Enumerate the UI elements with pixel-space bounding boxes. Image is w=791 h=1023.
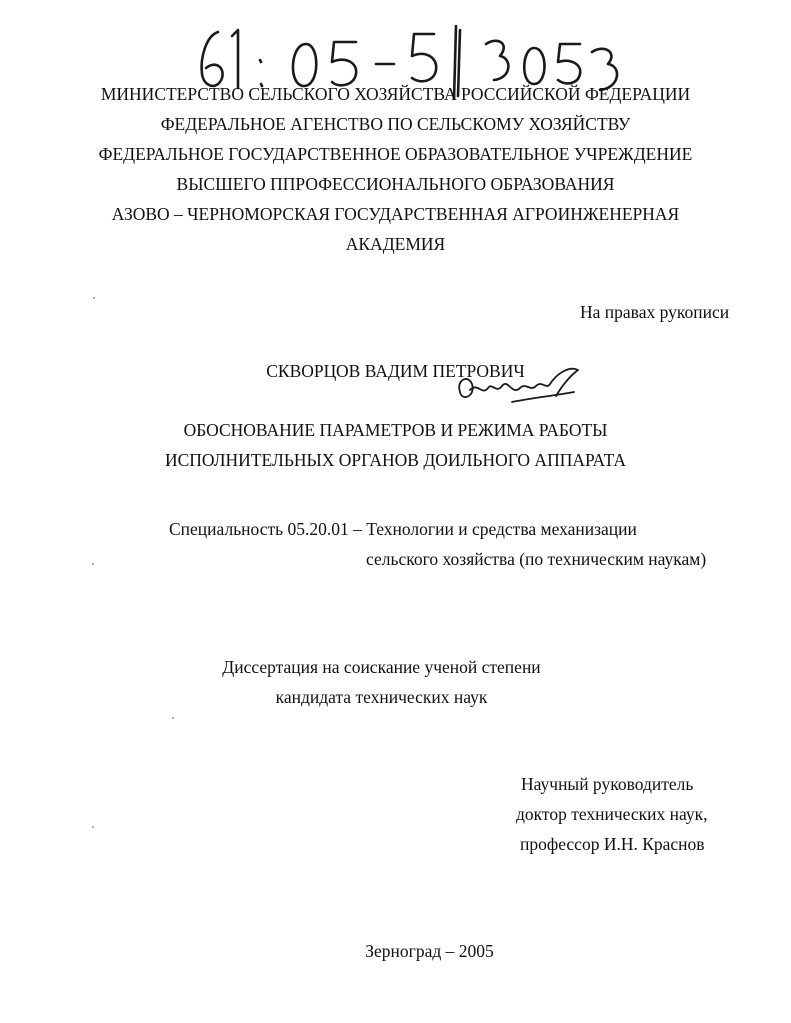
academy-line-2: АКАДЕМИЯ — [345, 234, 446, 254]
scan-speck — [172, 717, 174, 719]
supervisor-degree: доктор технических наук, — [516, 804, 708, 824]
degree-line-1: Диссертация на соискание ученой степени — [222, 657, 541, 677]
supervisor-name: профессор И.Н. Краснов — [520, 834, 705, 854]
degree-line-2: кандидата технических наук — [275, 687, 488, 707]
scan-speck — [92, 826, 94, 828]
supervisor-role: Научный руководитель — [521, 774, 694, 794]
institution-level-line: ВЫСШЕГО ППРОФЕССИОНАЛЬНОГО ОБРАЗОВАНИЯ — [176, 174, 615, 194]
academy-line: АЗОВО – ЧЕРНОМОРСКАЯ ГОСУДАРСТВЕННАЯ АГРОИНЖЕНЕРНАЯ — [111, 204, 680, 224]
scan-speck — [93, 297, 95, 299]
rights-note: На правах рукописи — [580, 302, 730, 322]
author-name: СКВОРЦОВ ВАДИМ ПЕТРОВИЧ — [266, 361, 525, 381]
ministry-line: МИНИСТЕРСТВО СЕЛЬСКОГО ХОЗЯЙСТВА РОССИЙСКОЙ ФЕДЕРАЦИИ — [100, 84, 691, 104]
agency-line: ФЕДЕРАЛЬНОЕ АГЕНСТВО ПО СЕЛЬСКОМУ ХОЗЯЙСТВУ — [160, 114, 631, 134]
institution-type-line: ФЕДЕРАЛЬНОЕ ГОСУДАРСТВЕННОЕ ОБРАЗОВАТЕЛЬНОЕ УЧРЕЖДЕНИЕ — [98, 144, 693, 164]
specialty-line-2: сельского хозяйства (по техническим наукам) — [366, 549, 707, 569]
title-line-2: ИСПОЛНИТЕЛЬНЫХ ОРГАНОВ ДОИЛЬНОГО АППАРАТА — [164, 450, 627, 470]
scan-speck — [92, 563, 94, 565]
title-line-1: ОБОСНОВАНИЕ ПАРАМЕТРОВ И РЕЖИМА РАБОТЫ — [183, 420, 608, 440]
place-year: Зерноград – 2005 — [365, 941, 494, 961]
specialty-line-1: Специальность 05.20.01 – Технологии и средства механизации — [169, 519, 637, 539]
author-signature-icon — [452, 362, 582, 410]
